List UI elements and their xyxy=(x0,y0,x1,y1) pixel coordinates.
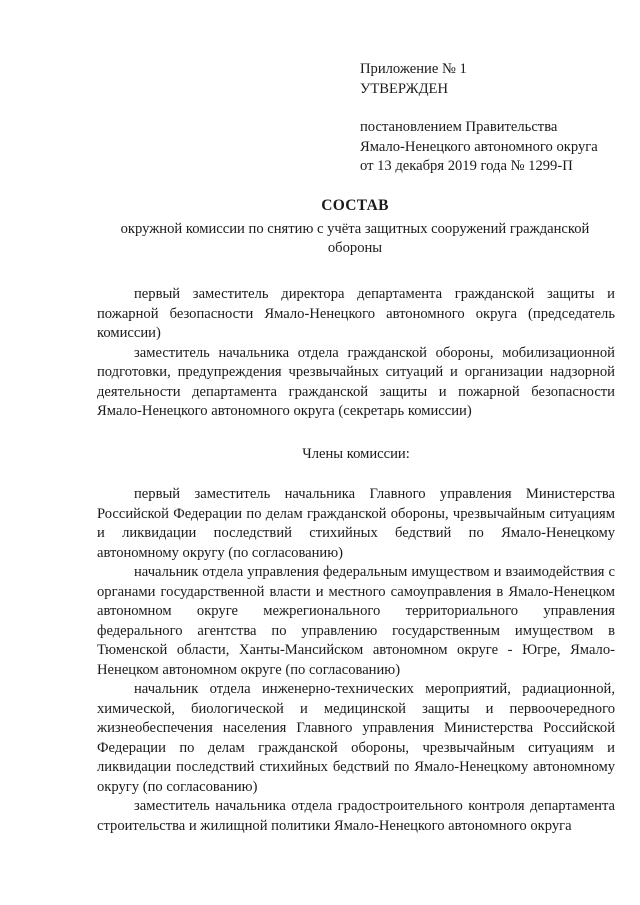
approval-block xyxy=(360,60,630,177)
appendix-number: Приложение № 1 xyxy=(360,61,467,77)
title-block xyxy=(100,196,610,259)
chairman-paragraph: первый заместитель директора департамента гражданской защиты и пожарной безопасности Ямало-Ненецкого автономного округа (председатель комиссии) xyxy=(97,286,615,341)
approval-date-line: от 13 декабря 2019 года № 1299-П xyxy=(360,158,573,174)
approval-gap xyxy=(360,99,630,118)
member-paragraph: заместитель начальника отдела градостроительного контроля департамента строительства и жилищной политики Ямало-Ненецкого автономного округа xyxy=(97,798,615,834)
document-subtitle: окружной комиссии по снятию с учёта защитных сооружений гражданской обороны xyxy=(120,220,590,256)
member-paragraph: первый заместитель начальника Главного управления Министерства Российской Федерации по делам гражданской обороны, чрезвычайным ситуациям и ликвидации последствий стихийных бедствий по Ямало-Ненецкому автономному округу (по согласованию) xyxy=(97,486,615,561)
approval-resolution-line: постановлением Правительства xyxy=(360,119,558,135)
document-title: СОСТАВ xyxy=(321,197,389,214)
member-paragraph: начальник отдела управления федеральным имуществом и взаимодействия с органами государственной власти и местного самоуправления в Ямало-Ненецком автономном округе межрегионального территориального управления федерального агентства по управлению государственным имуществом в Тюменской области, Ханты-Мансийском автономном округе - Югре, Ямало-Ненецком автономном округе (по согласованию) xyxy=(97,564,615,678)
member-paragraph: начальник отдела инженерно-технических мероприятий, радиационной, химической, биологической и медицинской защиты и первоочередного жизнеобеспечения населения Главного управления Министерства Российской Федерации по делам гражданской обороны, чрезвычайным ситуациям и ликвидации последствий стихийных бедствий по Ямало-Ненецкому автономному округу (по согласованию) xyxy=(97,681,615,795)
approval-government-line: Ямало-Ненецкого автономного округа xyxy=(360,138,598,155)
approved-label: УТВЕРЖДЕН xyxy=(360,80,448,97)
secretary-paragraph: заместитель начальника отдела гражданской обороны, мобилизационной подготовки, предупреждения чрезвычайных ситуаций и организации надзорной деятельности департамента гражданской защиты и пожарной безопасности Ямало-Ненецкого автономного округа (секретарь комиссии) xyxy=(97,344,615,419)
commission-composition xyxy=(97,285,615,836)
members-heading: Члены комиссии: xyxy=(302,445,410,462)
